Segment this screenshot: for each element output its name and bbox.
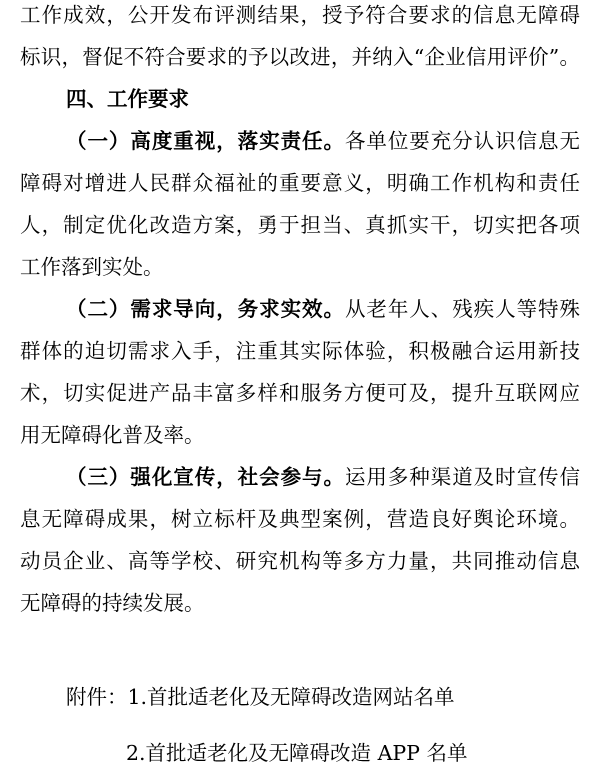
item3-line1-text: 运用多种渠道及时宣传信	[344, 465, 581, 489]
intro-line-1: 工作成效，公开发布评测结果，授予符合要求的信息无障碍	[20, 3, 580, 27]
attachment-label: 附件：	[66, 685, 128, 709]
item3-first-line	[66, 464, 580, 490]
item2-line-4: 用无障碍化普及率。	[20, 423, 205, 447]
item2-line-3: 术，切实促进产品丰富多样和服务方便可及，提升互联网应	[20, 381, 580, 405]
intro-line-2: 标识，督促不符合要求的予以改进，并纳入“企业信用评价”。	[20, 45, 580, 69]
item3-title: （三）强化宣传，社会参与。	[66, 465, 345, 489]
item3-line-4: 无障碍的持续发展。	[20, 591, 205, 615]
section-heading: 四、工作要求	[66, 87, 189, 111]
item1-title: （一）高度重视，落实责任。	[66, 129, 345, 153]
item1-line-4: 工作落到实处。	[20, 255, 164, 279]
item1-first-line	[66, 128, 580, 154]
item2-first-line	[66, 296, 580, 322]
attachment-line-1	[66, 684, 600, 710]
item2-line-2: 群体的迫切需求入手，注重其实际体验，积极融合运用新技	[20, 339, 580, 363]
item3-line-2: 息无障碍成果，树立标杆及典型案例，营造良好舆论环境。	[20, 507, 580, 531]
item3-line-3: 动员企业、高等学校、研究机构等多方力量，共同推动信息	[20, 549, 580, 573]
item2-line1-text: 从老年人、残疾人等特殊	[344, 297, 581, 321]
attachment-item-1: 1.首批适老化及无障碍改造网站名单	[127, 685, 455, 709]
item1-line-2: 障碍对增进人民群众福祉的重要意义，明确工作机构和责任	[20, 171, 580, 195]
attachment-item-2: 2.首批适老化及无障碍改造 APP 名单	[126, 741, 468, 765]
item2-title: （二）需求导向，务求实效。	[66, 297, 345, 321]
item1-line1-text: 各单位要充分认识信息无	[344, 129, 581, 153]
item1-line-3: 人，制定优化改造方案，勇于担当、真抓实干，切实把各项	[20, 213, 580, 237]
